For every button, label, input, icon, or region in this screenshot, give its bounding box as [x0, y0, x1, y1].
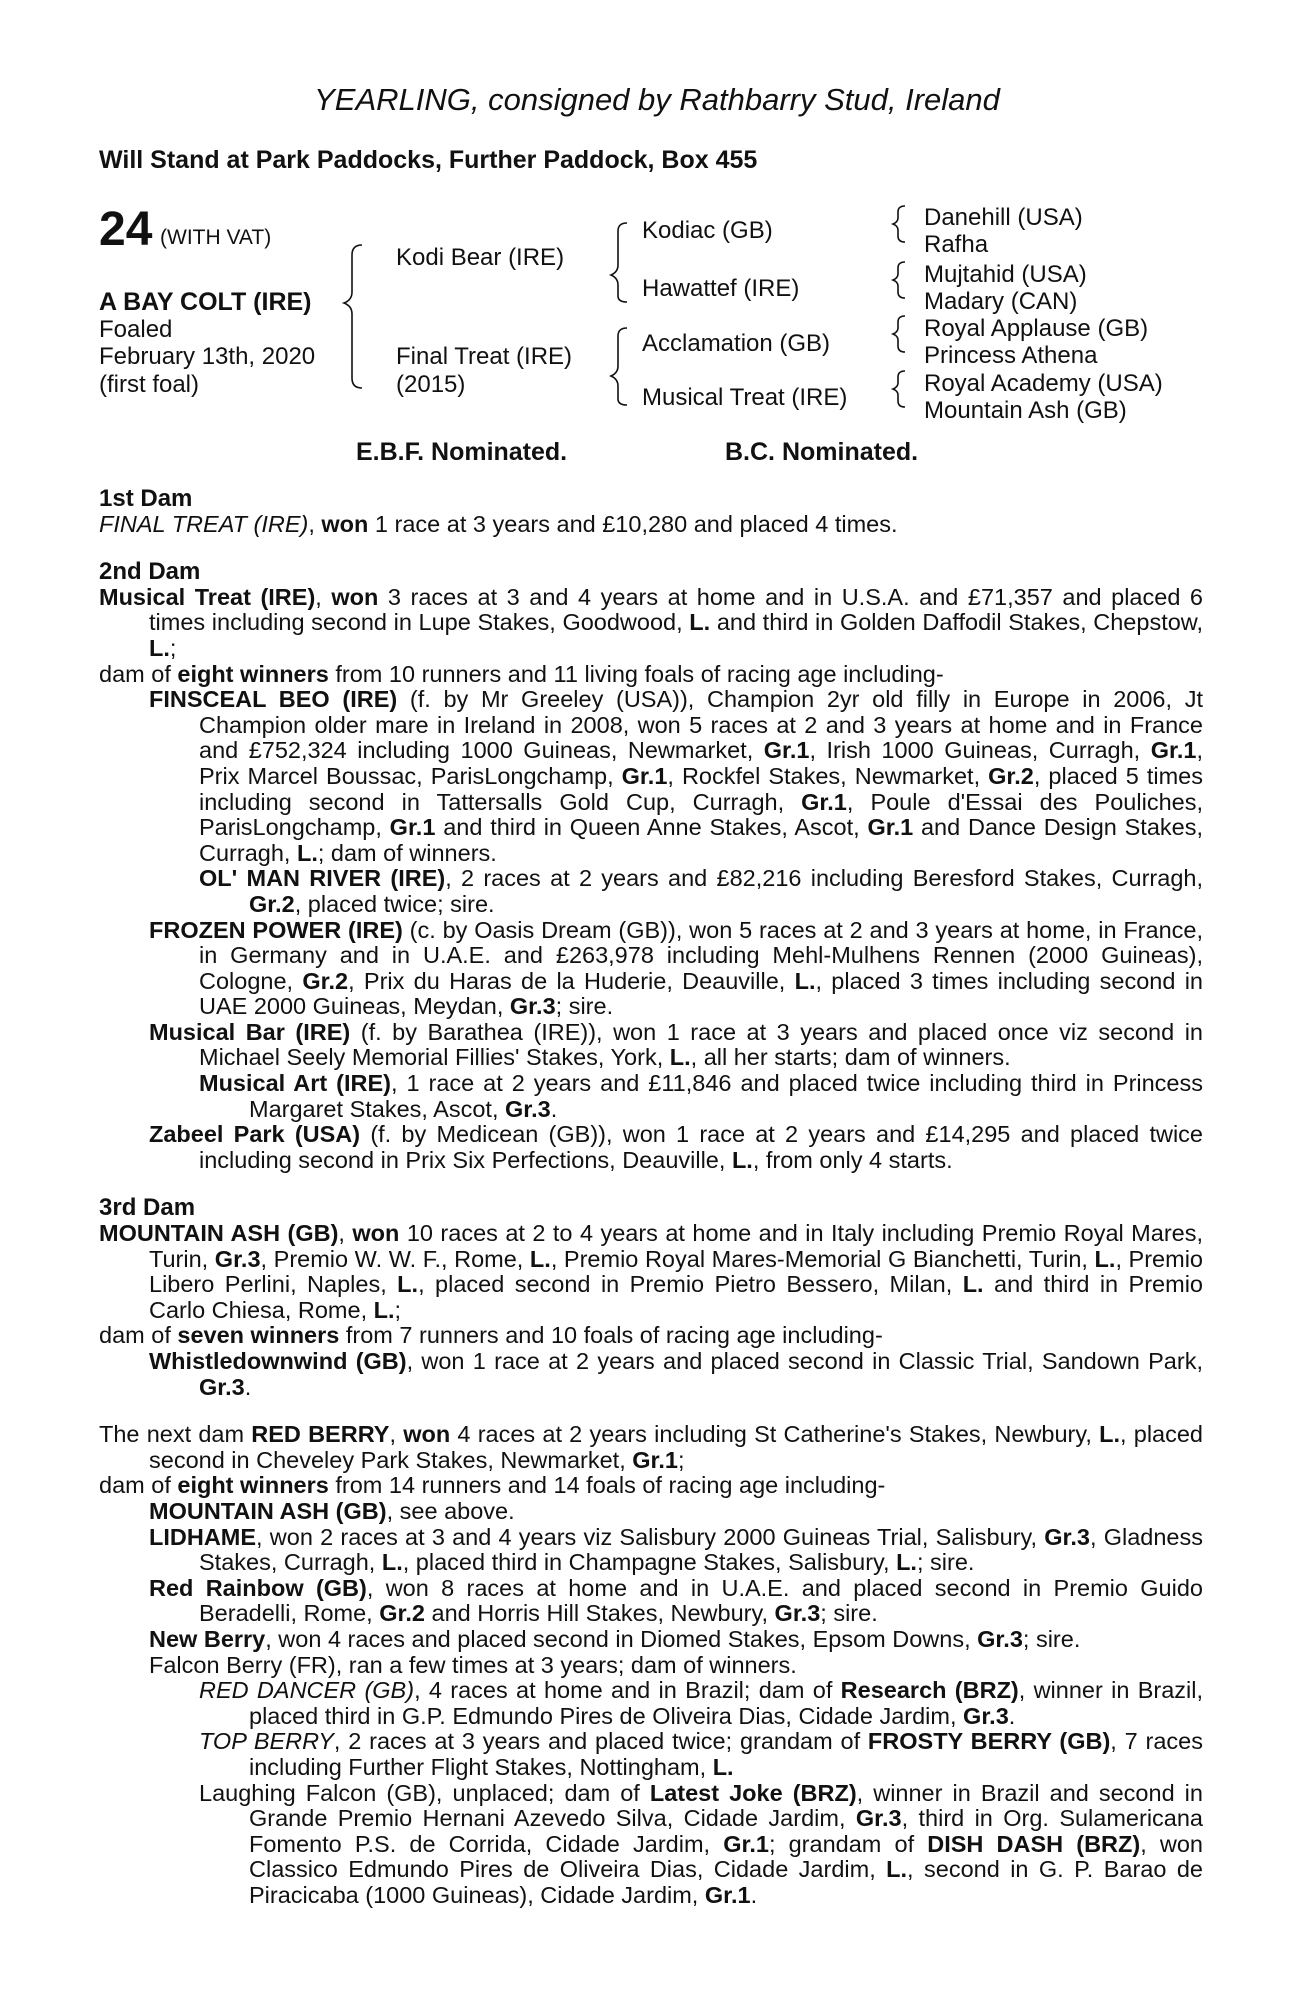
pedigree-dam-dam: Musical Treat (IRE)	[642, 384, 848, 411]
pedigree-gen3-6: Princess Athena	[924, 342, 1098, 369]
foaled-date: February 13th, 2020	[99, 343, 316, 370]
pedigree-entry: Falcon Berry (FR), ran a few times at 3 years; dam of winners.	[149, 1651, 797, 1678]
pedigree-dam-year: (2015)	[396, 371, 466, 398]
lot-description: A BAY COLT (IRE)	[99, 288, 312, 316]
pedigree-entry: Whistledownwind (GB), won 1 race at 2 years and placed second in Classic Trial, Sandown Park, Gr.3.	[149, 1348, 1203, 1400]
pedigree-entry: dam of seven winners from 7 runners and 10 foals of racing age including-	[99, 1322, 883, 1349]
pedigree-entry: Laughing Falcon (GB), unplaced; dam of Latest Joke (BRZ), winner in Brazil and second in Grande Premio Hernani Azevedo Silva, Cidade Jardim, Gr.3, third in Org. Sulamericana Fomento P.S. de Corrida, Cidade Jardim, Gr.1; grandam of DISH DASH (BRZ), won Classico Edmundo Pires de Oliveira Dias, Cidade Jardim, L., second in G. P. Barao de Piracicaba (1000 Guineas), Cidade Jardim, Gr.1.	[199, 1779, 1204, 1908]
pedigree-entry: The next dam RED BERRY, won 4 races at 2 years including St Catherine's Stakes, Newbury, L., placed second in Cheveley Park Stakes, Newmarket, Gr.1;	[99, 1421, 1203, 1473]
pedigree-gen3-2: Rafha	[924, 231, 989, 258]
pedigree-gen3-8: Mountain Ash (GB)	[924, 397, 1127, 424]
bc-nominated: B.C. Nominated.	[725, 438, 919, 466]
pedigree-gen3-1: Danehill (USA)	[924, 204, 1083, 231]
pedigree-gen3-4: Madary (CAN)	[924, 288, 1078, 315]
stand-location: Will Stand at Park Paddocks, Further Paddock, Box 455	[99, 146, 758, 174]
pedigree-entry: TOP BERRY, 2 races at 3 years and placed twice; grandam of FROSTY BERRY (GB), 7 races including Further Flight Stakes, Nottingham, L.	[199, 1728, 1203, 1780]
pedigree-entry: MOUNTAIN ASH (GB), see above.	[149, 1497, 515, 1524]
section-heading: 1st Dam	[99, 485, 193, 512]
pedigree-gen3-7: Royal Academy (USA)	[924, 370, 1163, 397]
pedigree-entry: Zabeel Park (USA) (f. by Medicean (GB)), won 1 race at 2 years and £14,295 and placed twice including second in Prix Six Perfections, Deauville, L., from only 4 starts.	[149, 1121, 1203, 1173]
pedigree-dam: Final Treat (IRE)	[396, 343, 573, 370]
pedigree-sire: Kodi Bear (IRE)	[396, 244, 565, 271]
page-title: YEARLING, consigned by Rathbarry Stud, Ireland	[314, 82, 1000, 117]
lot-number: 24	[99, 203, 153, 256]
vat-label: (WITH VAT)	[160, 226, 272, 249]
dam-line-body	[99, 486, 1203, 1908]
pedigree-gen3-5: Royal Applause (GB)	[924, 315, 1149, 342]
pedigree-entry: RED DANCER (GB), 4 races at home and in Brazil; dam of Research (BRZ), winner in Brazil, placed third in G.P. Edmundo Pires de Oliveira Dias, Cidade Jardim, Gr.3.	[199, 1677, 1203, 1729]
section-heading: 2nd Dam	[99, 558, 201, 586]
pedigree-entry: Musical Bar (IRE) (f. by Barathea (IRE)), won 1 race at 3 years and placed once viz second in Michael Seely Memorial Fillies' Stakes, York, L., all her starts; dam of winners.	[149, 1018, 1203, 1071]
pedigree-entry: OL' MAN RIVER (IRE), 2 races at 2 years and £82,216 including Beresford Stakes, Curragh, Gr.2, placed twice; sire.	[199, 865, 1203, 917]
section-heading: 3rd Dam	[99, 1194, 196, 1222]
pedigree-entry: FROZEN POWER (IRE) (c. by Oasis Dream (GB)), won 5 races at 2 and 3 years at home, in France, in Germany and in U.A.E. and £263,978 including Mehl-Mulhens Rennen (2000 Guineas), Cologne, Gr.2, Prix du Haras de la Huderie, Deauville, L., placed 3 times including second in UAE 2000 Guineas, Meydan, Gr.3; sire.	[149, 916, 1203, 1020]
pedigree-sire-dam: Hawattef (IRE)	[642, 275, 800, 302]
pedigree-entry: FINAL TREAT (IRE), won 1 race at 3 years and £10,280 and placed 4 times.	[99, 510, 898, 537]
pedigree-entry: MOUNTAIN ASH (GB), won 10 races at 2 to 4 years at home and in Italy including Premio Royal Mares, Turin, Gr.3, Premio W. W. F., Rome, L., Premio Royal Mares-Memorial G Bianchetti, Turin, L., Premio Libero Perlini, Naples, L., placed second in Premio Pietro Bessero, Milan, L. and third in Premio Carlo Chiesa, Rome, L.;	[99, 1220, 1203, 1323]
pedigree-sire-sire: Kodiac (GB)	[642, 217, 773, 244]
foaled-label: Foaled	[99, 316, 173, 343]
pedigree-entry: dam of eight winners from 14 runners and 14 foals of racing age including-	[99, 1472, 886, 1499]
pedigree-dam-sire: Acclamation (GB)	[642, 330, 831, 357]
ebf-nominated: E.B.F. Nominated.	[356, 438, 568, 466]
first-foal-note: (first foal)	[99, 371, 200, 398]
pedigree-entry: Musical Art (IRE), 1 race at 2 years and £11,846 and placed twice including third in Princess Margaret Stakes, Ascot, Gr.3.	[199, 1070, 1204, 1122]
pedigree-gen3-3: Mujtahid (USA)	[924, 261, 1087, 288]
pedigree-entry: LIDHAME, won 2 races at 3 and 4 years viz Salisbury 2000 Guineas Trial, Salisbury, Gr.3, Gladness Stakes, Curragh, L., placed third in Champagne Stakes, Salisbury, L.; sire.	[149, 1523, 1203, 1576]
pedigree-entry: Musical Treat (IRE), won 3 races at 3 and 4 years at home and in U.S.A. and £71,357 and placed 6 times including second in Lupe Stakes, Goodwood, L. and third in Golden Daffodil Stakes, Chepstow, L.;	[99, 583, 1203, 661]
pedigree-entry: New Berry, won 4 races and placed second in Diomed Stakes, Epsom Downs, Gr.3; sire.	[149, 1625, 1081, 1652]
pedigree-entry: dam of eight winners from 10 runners and 11 living foals of racing age including-	[99, 660, 944, 687]
pedigree-entry: Red Rainbow (GB), won 8 races at home and in U.A.E. and placed second in Premio Guido Beradelli, Rome, Gr.2 and Horris Hill Stakes, Newbury, Gr.3; sire.	[149, 1574, 1203, 1627]
pedigree-entry: FINSCEAL BEO (IRE) (f. by Mr Greeley (USA)), Champion 2yr old filly in Europe in 2006, Jt Champion older mare in Ireland in 2008, won 5 races at 2 and 3 years at home and in France and £752,324 including 1000 Guineas, Newmarket, Gr.1, Irish 1000 Guineas, Curragh, Gr.1, Prix Marcel Boussac, ParisLongchamp, Gr.1, Rockfel Stakes, Newmarket, Gr.2, placed 5 times including second in Tattersalls Gold Cup, Curragh, Gr.1, Poule d'Essai des Pouliches, ParisLongchamp, Gr.1 and third in Queen Anne Stakes, Ascot, Gr.1 and Dance Design Stakes, Curragh, L.; dam of winners.	[149, 686, 1203, 866]
